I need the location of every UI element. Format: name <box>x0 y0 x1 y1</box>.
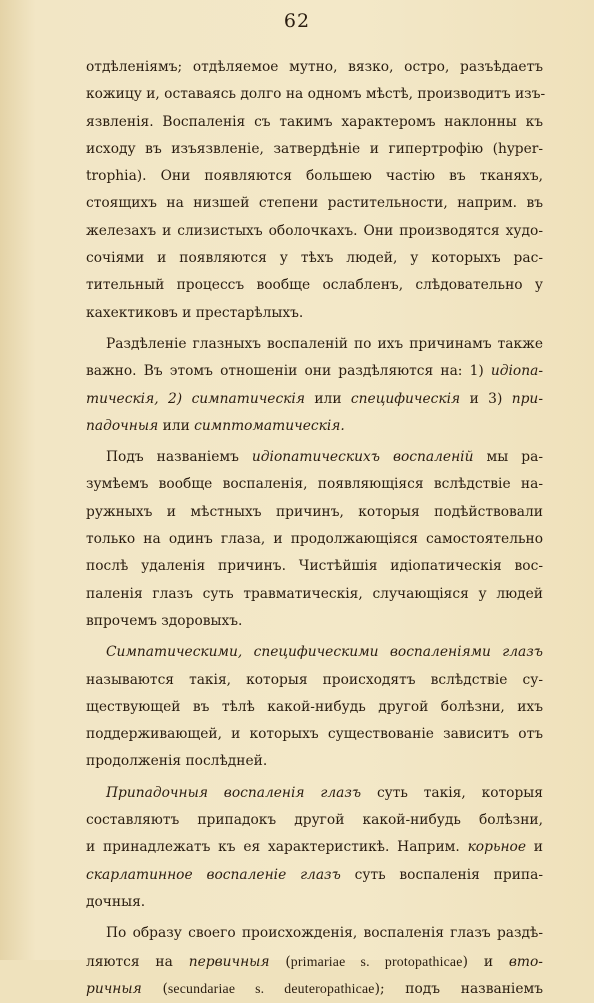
text-line <box>86 721 543 748</box>
text-segment: важно. Въ этомъ отношеніи они раздѣляются на: 1) <box>86 363 491 380</box>
text-segment: и 3) <box>460 390 512 407</box>
text-segment: ществующей въ тѣлѣ какой-нибудь другой болѣзни, ихъ <box>86 698 543 715</box>
text-segment: тительный процессъ вообще ослабленъ, слѣдовательно у <box>86 277 543 294</box>
text-segment: Раздѣленіе глазныхъ воспаленій по ихъ причинамъ также <box>106 335 543 352</box>
text-segment: trophia). Они появляются большею частію въ тканяхъ, <box>86 168 543 185</box>
text-segment: стоящихъ на низшей степени растительности, наприм. въ <box>86 195 543 212</box>
text-segment: ( <box>269 953 291 970</box>
text-segment: ляются на <box>86 953 189 970</box>
text-segment: и <box>526 839 543 856</box>
text-line <box>86 136 543 163</box>
text-line <box>86 471 543 498</box>
italic-term: тическія, 2) симпатическія <box>86 390 305 407</box>
text-line <box>86 109 543 136</box>
text-segment: Подъ названіемъ <box>106 449 252 466</box>
text-segment: язвленія. Воспаленія съ такимъ характеромъ наклонны къ <box>86 113 543 130</box>
italic-term: ричныя <box>86 980 142 997</box>
text-segment: исходу въ изъязвленіе, затвердѣніе и гипертрофію (hyper- <box>86 140 543 157</box>
italic-term: идіопатическихъ воспаленій <box>251 449 474 466</box>
text-segment: или <box>158 417 195 434</box>
text-line <box>86 190 543 217</box>
text-line <box>86 667 543 694</box>
latin-term: primariae s. protopathicae <box>290 953 463 969</box>
latin-term: secundariae s. deuteropathicae <box>167 980 375 996</box>
italic-term: корьное <box>467 839 527 856</box>
text-segment: ( <box>141 980 168 997</box>
text-segment: паленія глазъ суть травматическія, случающіяся у людей <box>86 585 543 602</box>
text-line <box>86 499 543 526</box>
text-line <box>86 694 543 721</box>
text-line <box>86 975 543 1002</box>
italic-term: симптоматическія. <box>194 417 345 434</box>
text-line <box>86 780 543 807</box>
text-segment: дочныя. <box>86 893 146 910</box>
text-segment: кожицу и, оставаясь долго на одномъ мѣстѣ, производитъ изъ- <box>86 86 546 103</box>
text-line <box>86 331 543 358</box>
text-line <box>86 639 543 666</box>
text-segment: или <box>304 390 351 407</box>
text-line <box>86 163 543 190</box>
text-line <box>86 272 543 299</box>
italic-term: скарлатинное воспаленіе глазъ <box>86 866 341 883</box>
text-line <box>86 948 543 975</box>
text-line <box>86 300 543 327</box>
text-segment: продолженія послѣдней. <box>86 753 268 770</box>
text-line <box>86 81 546 108</box>
text-line <box>86 553 543 580</box>
text-segment: называются такія, которыя происходятъ вслѣдствіе су- <box>86 671 543 688</box>
italic-term: вто- <box>508 953 543 970</box>
text-line <box>86 526 543 553</box>
italic-term: первичныя <box>188 953 270 970</box>
text-line <box>86 54 543 81</box>
italic-term: Припадочныя воспаленія глазъ <box>106 784 362 801</box>
italic-term: падочныя <box>86 417 159 434</box>
text-segment: суть воспаленія припа- <box>340 866 543 883</box>
page-number: 62 <box>283 10 311 32</box>
text-segment: суть такія, которыя <box>361 784 543 801</box>
italic-term: при- <box>511 390 543 407</box>
text-line <box>86 608 543 635</box>
text-line <box>86 920 543 947</box>
text-segment: впрочемъ здоровыхъ. <box>86 612 243 629</box>
text-segment: послѣ удаленія причинъ. Чистѣйшія идіопатическія вос- <box>86 558 543 575</box>
text-segment: ружныхъ и мѣстныхъ причинъ, которыя подѣйствовали <box>86 503 543 520</box>
italic-term: специфическія <box>350 390 461 407</box>
text-line <box>86 807 543 834</box>
italic-term: идіопа- <box>490 363 543 380</box>
text-line <box>86 444 543 471</box>
text-line <box>86 413 543 440</box>
text-segment: отдѣленіямъ; отдѣляемое мутно, вязко, остро, разъѣдаетъ <box>86 59 543 75</box>
text-line <box>86 581 543 608</box>
text-line <box>86 218 543 245</box>
italic-term: Симпатическими, специфическими воспаленіями глазъ <box>106 644 543 661</box>
text-segment: ); подъ названіемъ <box>374 980 543 997</box>
text-segment: составляютъ припадокъ другой какой-нибудь болѣзни, <box>86 812 543 829</box>
text-line <box>86 748 543 775</box>
text-line <box>86 889 543 916</box>
text-line <box>86 834 543 861</box>
text-line <box>86 862 543 889</box>
text-segment: железахъ и слизистыхъ оболочкахъ. Они производятся худо- <box>86 222 543 239</box>
text-segment: кахектиковъ и престарѣлыхъ. <box>86 304 304 321</box>
text-segment: только на одинъ глаза, и продолжающіяся самостоятельно <box>86 531 543 548</box>
text-segment: ) и <box>462 953 509 970</box>
text-segment: зумѣемъ вообще воспаленія, появляющіяся вслѣдствіе на- <box>86 476 543 493</box>
body-text <box>86 54 546 1002</box>
text-line <box>86 245 543 272</box>
text-segment: По образу своего происхожденія, воспаленія глазъ раздѣ- <box>106 925 543 942</box>
text-line <box>86 358 543 385</box>
text-segment: и принадлежатъ къ ея характеристикѣ. Наприм. <box>86 839 468 856</box>
text-line <box>86 386 543 413</box>
text-segment: поддерживающей, и которыхъ существованіе зависитъ отъ <box>86 726 543 743</box>
text-segment: мы ра- <box>473 449 543 466</box>
text-segment: сочіями и появляются у тѣхъ людей, у которыхъ рас- <box>86 250 543 267</box>
